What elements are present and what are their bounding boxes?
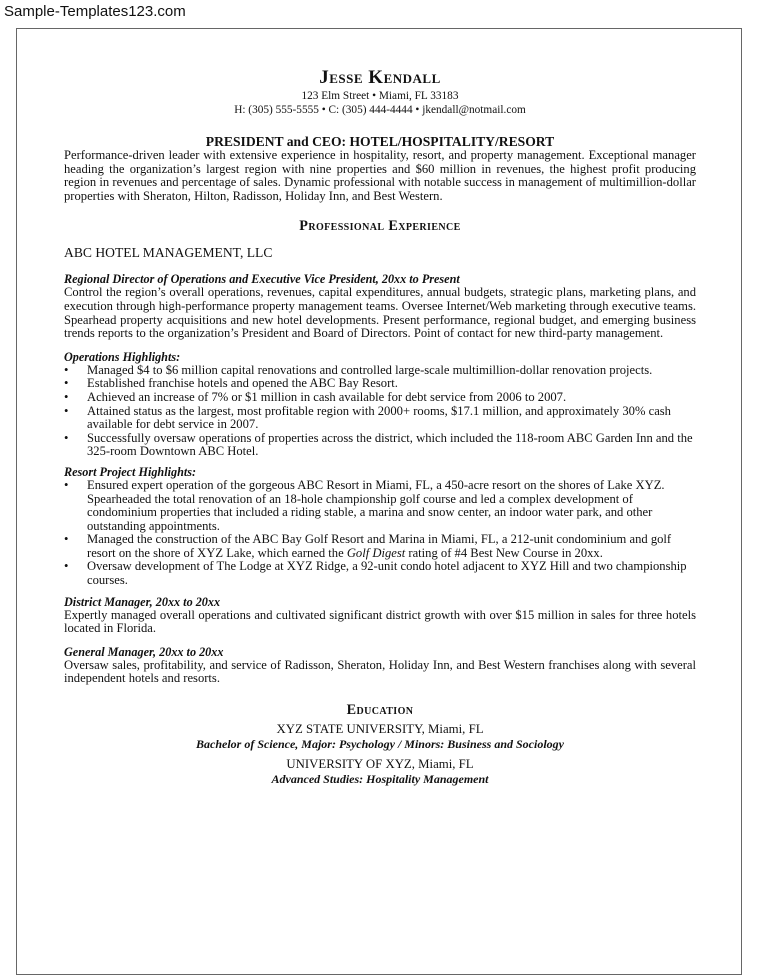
- resume-content: [64, 67, 696, 786]
- watermark: Sample-Templates123.com: [4, 3, 186, 20]
- list-item: [64, 391, 696, 405]
- resort-highlights-list: [64, 479, 696, 588]
- list-item: [64, 377, 696, 391]
- resort-highlights-heading: Resort Project Highlights:: [64, 464, 197, 479]
- resume-page: [16, 28, 742, 975]
- school-name: XYZ STATE UNIVERSITY, Miami, FL: [276, 722, 484, 737]
- job-title-district-manager: District Manager, 20xx to 20xx: [64, 594, 221, 609]
- job-description-general-manager: Oversaw sales, profitability, and service of Radisson, Sheraton, Holiday Inn, and Best Western franchises along with several independent hotels and resorts.: [64, 657, 696, 686]
- address-line: 123 Elm Street • Miami, FL 33183: [301, 90, 459, 102]
- bullet-dot-icon: •: [64, 477, 69, 492]
- summary-paragraph: Performance-driven leader with extensive experience in hospitality, resort, and property management. Exceptional manager heading the organization’s largest region with nine properties and $60 million in revenues, the highest profit producing region in revenues and percentage of sales. Dynamic professional with notable success in management of multimillion-dollar properties with Sheraton, Hilton, Radisson, Holiday Inn, and Best Western.: [64, 148, 696, 203]
- contact-line: H: (305) 555-5555 • C: (305) 444-4444 • jkendall@notmail.com: [234, 104, 526, 116]
- list-item: [64, 405, 696, 432]
- list-item-text: Ensured expert operation of the gorgeous ABC Resort in Miami, FL, a 450-acre resort on the shores of Lake XYZ. Spearheaded the total renovation of an 18-hole championship golf course and led a complex development of condominium properties that included a riding stable, a marina and snow center, an indoor water park, and other outstanding appointments.: [87, 477, 665, 533]
- section-heading-education: Education: [346, 702, 414, 719]
- degree-line: Bachelor of Science, Major: Psychology / Minors: Business and Sociology: [195, 737, 564, 752]
- job-description-regional-director: Control the region’s overall operations, revenues, capital expenditures, annual budgets, strategic plans, marketing plans, and execution through high-performance property management teams. Oversee Internet/Web marketing through executive teams. Spearhead property acquisitions and new hotel developments. Present performance, regional budget, and emerging business trends reports to the organization’s President and Board of Directors. Point of contact for new third-party management.: [64, 285, 696, 341]
- job-title-general-manager: General Manager, 20xx to 20xx: [64, 644, 224, 659]
- list-item: [64, 364, 696, 378]
- list-item-text-part: rating of #4 Best New Course in 20xx.: [405, 545, 603, 560]
- list-item-text: Managed $4 to $6 million capital renovations and controlled large-scale multimillion-dollar renovation projects.: [87, 362, 653, 377]
- publication-name: Golf Digest: [346, 545, 406, 560]
- bullet-dot-icon: •: [64, 532, 69, 547]
- operations-highlights-list: [64, 364, 696, 459]
- bullet-dot-icon: •: [64, 362, 69, 377]
- list-item-text: Achieved an increase of 7% or $1 million in cash available for debt service from 2006 to 2007.: [87, 389, 567, 404]
- professional-title: PRESIDENT and CEO: HOTEL/HOSPITALITY/RESORT: [205, 134, 555, 149]
- bullet-dot-icon: •: [64, 403, 69, 418]
- job-description-district-manager: Expertly managed overall operations and cultivated significant district growth with over $15 million in sales for three hotels located in Florida.: [64, 607, 696, 636]
- list-item: [64, 479, 696, 533]
- company-name: ABC HOTEL MANAGEMENT, LLC: [64, 245, 273, 261]
- bullet-dot-icon: •: [64, 376, 69, 391]
- list-item: [64, 560, 696, 587]
- list-item-text: Oversaw development of The Lodge at XYZ Ridge, a 92-unit condo hotel adjacent to XYZ Hill and two championship courses.: [87, 559, 687, 588]
- section-heading-experience: Professional Experience: [299, 218, 461, 235]
- degree-line: Advanced Studies: Hospitality Management: [271, 772, 489, 787]
- list-item-text: [87, 532, 671, 560]
- list-item: [64, 533, 696, 560]
- operations-highlights-heading: Operations Highlights:: [64, 349, 181, 364]
- job-title-regional-director: Regional Director of Operations and Executive Vice President, 20xx to Present: [64, 272, 460, 287]
- candidate-name: Jesse Kendall: [319, 67, 441, 88]
- list-item-text-part: Managed the construction of the ABC Bay Golf Resort and Marina in Miami, FL, a 212-unit condominium and golf resort on the shore of XYZ Lake, which earned the: [87, 532, 672, 560]
- list-item-text: Attained status as the largest, most profitable region with 2000+ rooms, $17.1 million, and approximately 30% cash available for debt service in 2007.: [87, 403, 671, 432]
- list-item: [64, 432, 696, 459]
- bullet-dot-icon: •: [64, 430, 69, 445]
- list-item-text: Established franchise hotels and opened the ABC Bay Resort.: [87, 376, 398, 391]
- list-item-text: Successfully oversaw operations of properties across the district, which included the 118-room ABC Garden Inn and the 325-room Downtown ABC Hotel.: [87, 430, 693, 459]
- bullet-dot-icon: •: [64, 559, 69, 574]
- school-name: UNIVERSITY OF XYZ, Miami, FL: [286, 757, 474, 772]
- bullet-dot-icon: •: [64, 389, 69, 404]
